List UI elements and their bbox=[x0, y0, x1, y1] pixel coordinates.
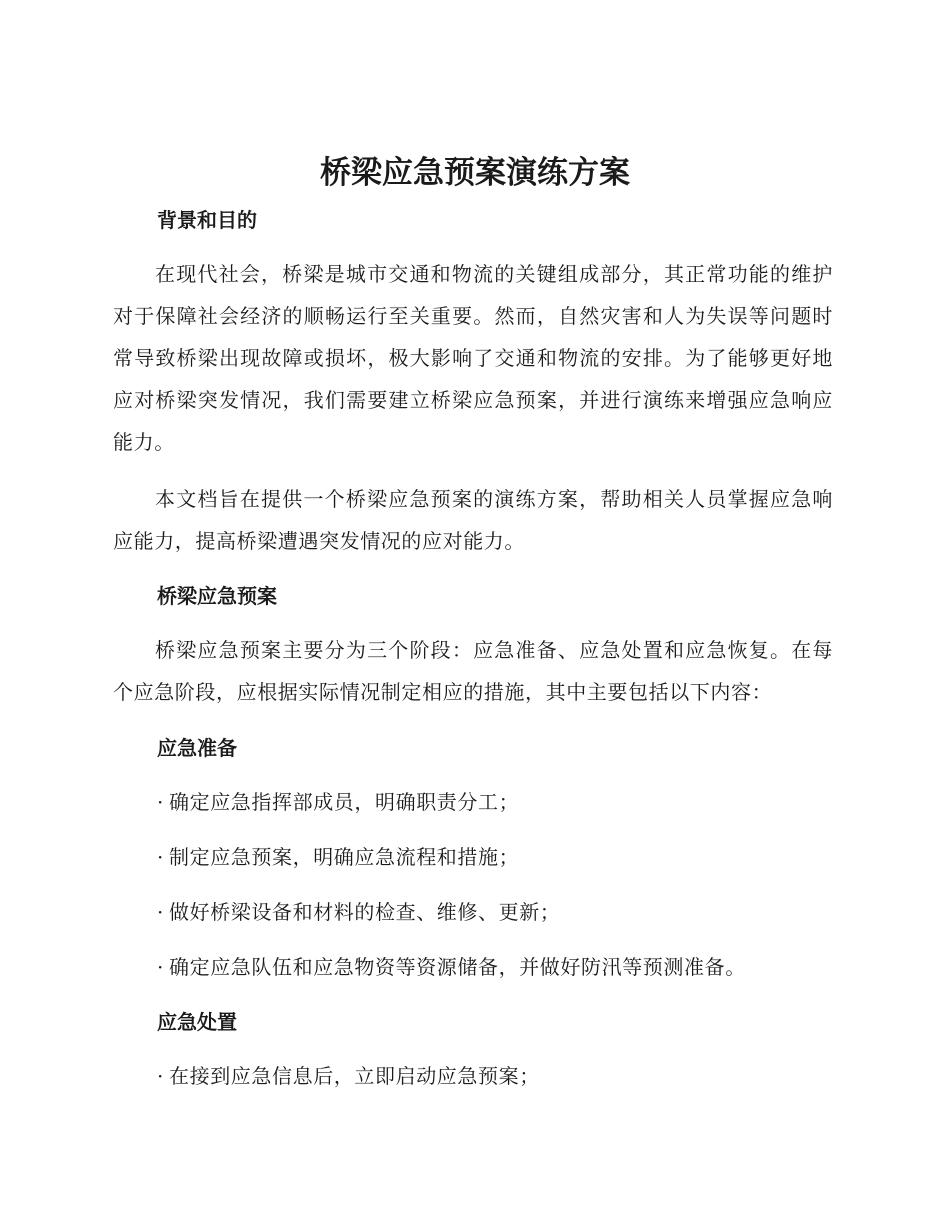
section-heading-plan: 桥梁应急预案 bbox=[157, 584, 277, 608]
list-item bbox=[157, 952, 746, 982]
bullet-marker: · bbox=[157, 955, 164, 979]
list-item bbox=[157, 1061, 540, 1091]
section-heading-background: 背景和目的 bbox=[157, 208, 257, 232]
paragraph-background-2: 本文档旨在提供一个桥梁应急预案的演练方案，帮助相关人员掌握应急响应能力，提高桥梁遭遇突发情况的应对能力。 bbox=[113, 487, 833, 553]
list-item-text: 做好桥梁设备和材料的检查、维修、更新； bbox=[169, 900, 561, 924]
bullet-marker: · bbox=[157, 1064, 164, 1088]
bullet-marker: · bbox=[157, 790, 164, 814]
section-heading-preparation: 应急准备 bbox=[157, 736, 237, 760]
bullet-marker: · bbox=[157, 900, 164, 924]
paragraph-background-1: 在现代社会，桥梁是城市交通和物流的关键组成部分，其正常功能的维护对于保障社会经济的顺畅运行至关重要。然而，自然灾害和人为失误等问题时常导致桥梁出现故障或损坏，极大影响了交通和物流的安排。为了能够更好地应对桥梁突发情况，我们需要建立桥梁应急预案，并进行演练来增强应急响应能力。 bbox=[113, 262, 833, 454]
section-heading-response: 应急处置 bbox=[157, 1010, 237, 1034]
list-item-text: 确定应急队伍和应急物资等资源储备，并做好防汛等预测准备。 bbox=[169, 955, 746, 979]
paragraph-plan-1: 桥梁应急预案主要分为三个阶段：应急准备、应急处置和应急恢复。在每个应急阶段，应根据实际情况制定相应的措施，其中主要包括以下内容： bbox=[113, 638, 833, 704]
list-item-text: 制定应急预案，明确应急流程和措施； bbox=[169, 845, 520, 869]
list-item bbox=[157, 787, 519, 817]
list-item-text: 确定应急指挥部成员，明确职责分工； bbox=[169, 790, 520, 814]
document-title: 桥梁应急预案演练方案 bbox=[320, 155, 630, 191]
bullet-marker: · bbox=[157, 845, 164, 869]
list-item-text: 在接到应急信息后，立即启动应急预案； bbox=[169, 1064, 540, 1088]
list-item bbox=[157, 842, 519, 872]
list-item bbox=[157, 897, 560, 927]
